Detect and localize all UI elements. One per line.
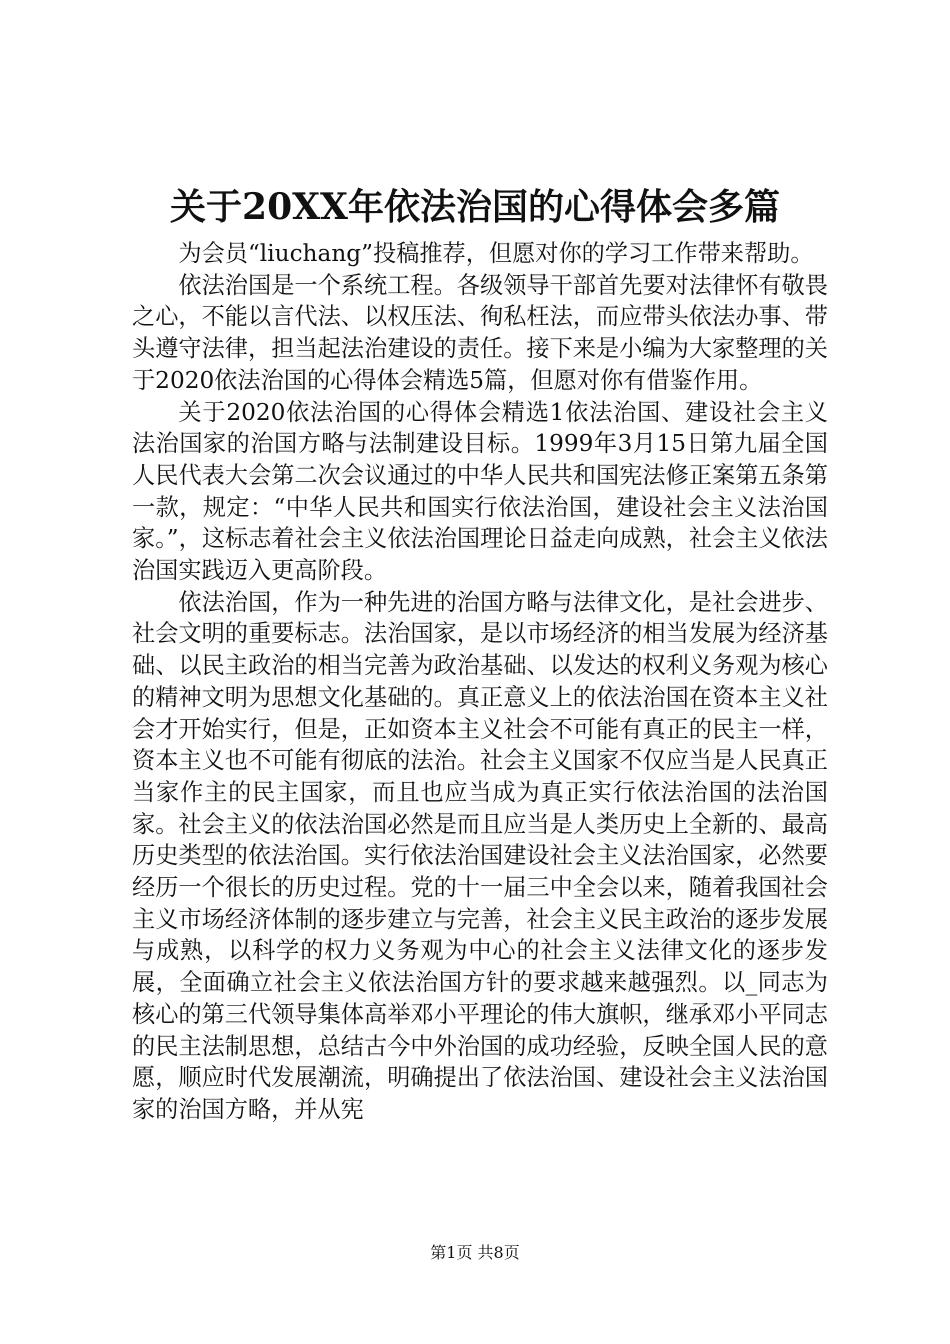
document-title: 关于20XX年依法治国的心得体会多篇 <box>170 186 780 228</box>
document-body <box>132 238 828 1126</box>
paragraph-intro: 为会员“liuchang”投稿推荐，但愿对你的学习工作带来帮助。 <box>178 240 814 267</box>
paragraph-overview: 依法治国是一个系统工程。各级领导干部首先要对法律怀有敬畏之心，不能以言代法、以权压法、徇私枉法，而应带头依法办事、带头遵守法律，担当起法治建设的责任。接下来是小编为大家整理的关于2020依法治国的心得体会精选5篇，但愿对你有借鉴作用。 <box>132 271 828 394</box>
paragraph-essay-1-continued: 依法治国，作为一种先进的治国方略与法律文化，是社会进步、社会文明的重要标志。法治国家，是以市场经济的相当发展为经济基础、以民主政治的相当完善为政治基础、以发达的权利义务观为核心的精神文明为思想文化基础的。真正意义上的依法治国在资本主义社会才开始实行，但是，正如资本主义社会不可能有真正的民主一样，资本主义也不可能有彻底的法治。社会主义国家不仅应当是人民真正当家作主的民主国家，而且也应当成为真正实行依法治国的法治国家。社会主义的依法治国必然是而且应当是人类历史上全新的、最高历史类型的依法治国。实行依法治国建设社会主义法治国家，必然要经历一个很长的历史过程。党的十一届三中全会以来，随着我国社会主义市场经济体制的逐步建立与完善，社会主义民主政治的逐步发展与成熟，以科学的权力义务观为中心的社会主义法律文化的逐步发展，全面确立社会主义依法治国方针的要求越来越强烈。以_同志为核心的第三代领导集体高举邓小平理论的伟大旗帜，继承邓小平同志的民主法制思想，总结古今中外治国的成功经验，反映全国人民的意愿，顺应时代发展潮流，明确提出了依法治国、建设社会主义法治国家的治国方略，并从宪 <box>132 588 828 1123</box>
paragraph-essay-1: 关于2020依法治国的心得体会精选1依法治国、建设社会主义法治国家的治国方略与法制建设目标。1999年3月15日第九届全国人民代表大会第二次会议通过的中华人民共和国宪法修正案第五条第一款，规定：“中华人民共和国实行依法治国，建设社会主义法治国家。”，这标志着社会主义依法治国理论日益走向成熟，社会主义依法治国实践迈入更高阶段。 <box>132 398 828 585</box>
page-footer: 第1页 共8页 <box>430 1243 520 1262</box>
